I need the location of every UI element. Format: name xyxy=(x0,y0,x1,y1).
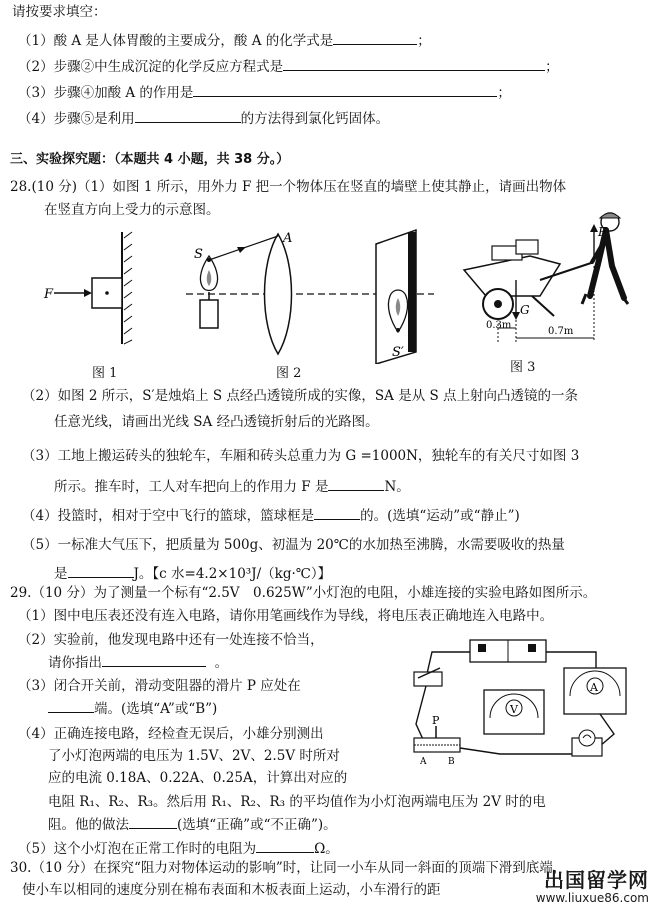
label-F: F xyxy=(598,225,607,239)
q29-line4 xyxy=(48,652,228,673)
q29-line6-text: 端。(选填“A”或“B”) xyxy=(94,701,218,717)
end-A-label: A xyxy=(420,757,427,767)
q29-line9: 应的电流 0.18A、0.22A、0.25A，计算出对应的 xyxy=(48,770,348,786)
q28-part3-text: 所示。推车时，工人对车把向上的作用力 F 是 xyxy=(54,479,329,495)
watermark xyxy=(536,864,649,905)
figure-3-caption: 图 3 xyxy=(510,360,536,375)
q29-line1: 29.（10 分）为了测量一个标有“2.5V 0.625W”小灯泡的电阻，小雄连接的实验电路如图所示。 xyxy=(10,585,597,601)
q29-line4-end: 。 xyxy=(214,655,229,671)
figure-1 xyxy=(40,228,150,348)
q29-line12-unit: Ω。 xyxy=(314,841,339,857)
q29-line2: （1）图中电压表还没有连入电路，请你用笔画线作为导线，将电压表正确地连入电路中。 xyxy=(18,608,554,624)
answer-blank[interactable] xyxy=(102,652,206,667)
question-4 xyxy=(18,108,389,129)
question-1 xyxy=(18,30,431,51)
q28-part4 xyxy=(22,505,520,526)
answer-blank[interactable] xyxy=(283,56,545,71)
question-1-text: （1）酸 A 是人体胃酸的主要成分，酸 A 的化学式是 xyxy=(18,33,334,49)
q29-line11 xyxy=(48,814,337,835)
q29-line11-end: (选填“正确”或“不正确”)。 xyxy=(177,817,337,833)
figure-1-caption: 图 1 xyxy=(92,366,118,381)
q29-line6 xyxy=(48,698,217,719)
q28-part3-line1: （3）工地上搬运砖头的独轮车，车厢和砖头总重力为 G =1000N，独轮车的有关尺寸如图 3 xyxy=(22,448,580,464)
q28-line2: 在竖直方向上受力的示意图。 xyxy=(44,202,220,218)
q29-line5: （3）闭合开关前，滑动变阻器的滑片 P 应处在 xyxy=(18,678,301,694)
answer-blank[interactable] xyxy=(256,838,314,853)
question-3-end: ； xyxy=(497,85,511,101)
q28-part2-line1: （2）如图 2 所示，S′是烛焰上 S 点经凸透镜所成的实像，SA 是从 S 点上射向凸透镜的一条 xyxy=(22,388,579,404)
label-S: S xyxy=(194,247,203,262)
q30-line1: 30.（10 分）在探究“阻力对物体运动的影响”时，让同一小车从同一斜面的顶端下滑到底端， xyxy=(10,860,567,876)
q28-part5-line1: （5）一标准大气压下，把质量为 500g、初温为 20℃的水加热至沸腾，水需要吸收的热量 xyxy=(22,537,565,553)
figure-2 xyxy=(186,224,436,364)
q29-line12 xyxy=(18,838,339,859)
q28-part3-line2 xyxy=(54,476,410,497)
question-3 xyxy=(18,82,511,103)
section-title: 三、实验探究题：（本题共 4 小题，共 38 分。） xyxy=(10,152,290,167)
q28-part4-text: （4）投篮时，相对于空中飞行的篮球，篮球框是 xyxy=(22,508,315,524)
q29-line8: 了小灯泡两端的电压为 1.5V、2V、2.5V 时所对 xyxy=(48,748,340,764)
answer-blank[interactable] xyxy=(48,698,94,713)
q29-line11-text: 阻。他的做法 xyxy=(48,817,129,833)
answer-blank[interactable] xyxy=(193,82,497,97)
watermark-title: 出国留学网 xyxy=(544,868,649,892)
q28-part5-text: 是 xyxy=(54,566,68,582)
answer-blank[interactable] xyxy=(333,30,417,45)
label-S-prime: S′ xyxy=(392,345,404,360)
q29-line12-text: （5）这个小灯泡在正常工作时的电阻为 xyxy=(18,841,257,857)
q29-line3: （2）实验前，他发现电路中还有一处连接不恰当， xyxy=(18,632,324,648)
question-2-end: ； xyxy=(545,59,559,75)
question-4-end: 的方法得到氯化钙固体。 xyxy=(240,111,390,127)
q28-part5-line2 xyxy=(54,563,331,584)
q28-part2-line2: 任意光线，请画出光线 SA 经凸透镜折射后的光路图。 xyxy=(54,414,379,430)
question-3-text: （3）步骤④加酸 A 的作用是 xyxy=(18,85,194,101)
dimension-0.7m: 0.7m xyxy=(548,326,574,337)
watermark-url: www.liuxue86.com xyxy=(535,891,649,905)
answer-blank[interactable] xyxy=(135,108,241,123)
q28-line1: 28.(10 分)（1）如图 1 所示，用外力 F 把一个物体压在竖直的墙壁上使其静止，请画出物体 xyxy=(10,179,567,195)
ammeter-label: A xyxy=(590,681,598,694)
q28-part3-unit: N。 xyxy=(384,479,410,495)
circuit-figure xyxy=(400,634,646,774)
dimension-0.3m: 0.3m xyxy=(486,320,512,331)
label-G: G xyxy=(520,303,530,317)
answer-blank[interactable] xyxy=(328,476,384,491)
figure-2-caption: 图 2 xyxy=(276,366,302,381)
question-2-text: （2）步骤②中生成沉淀的化学反应方程式是 xyxy=(18,59,284,75)
answer-blank[interactable] xyxy=(68,563,134,578)
q30-line2: 使小车以相同的速度分别在棉布表面和木板表面上运动，小车滑行的距 xyxy=(22,882,441,898)
q29-line7: （4）正确连接电路，经检查无误后，小雄分别测出 xyxy=(18,726,324,742)
question-2 xyxy=(18,56,559,77)
q29-line10: 电阻 R₁、R₂、R₃。然后用 R₁、R₂、R₃ 的平均值作为小灯泡两端电压为 2V 时的电 xyxy=(48,794,546,810)
q28-part5-end: J。【c 水=4.2×10³J/（kg·℃）】 xyxy=(133,566,332,582)
label-F: F xyxy=(44,287,54,302)
slider-P-label: P xyxy=(432,714,440,727)
q29-line4-text: 请你指出 xyxy=(48,655,102,671)
question-1-end: ； xyxy=(417,33,431,49)
end-B-label: B xyxy=(448,757,455,767)
intro-text: 请按要求填空： xyxy=(12,4,107,20)
answer-blank[interactable] xyxy=(314,505,360,520)
figure-3 xyxy=(456,200,646,350)
answer-blank[interactable] xyxy=(129,814,177,829)
q28-part4-end: 的。(选填“运动”或“静止”) xyxy=(360,508,520,524)
voltmeter-label: V xyxy=(510,703,518,716)
question-4-text: （4）步骤⑤是利用 xyxy=(18,111,135,127)
label-A: A xyxy=(283,231,293,246)
